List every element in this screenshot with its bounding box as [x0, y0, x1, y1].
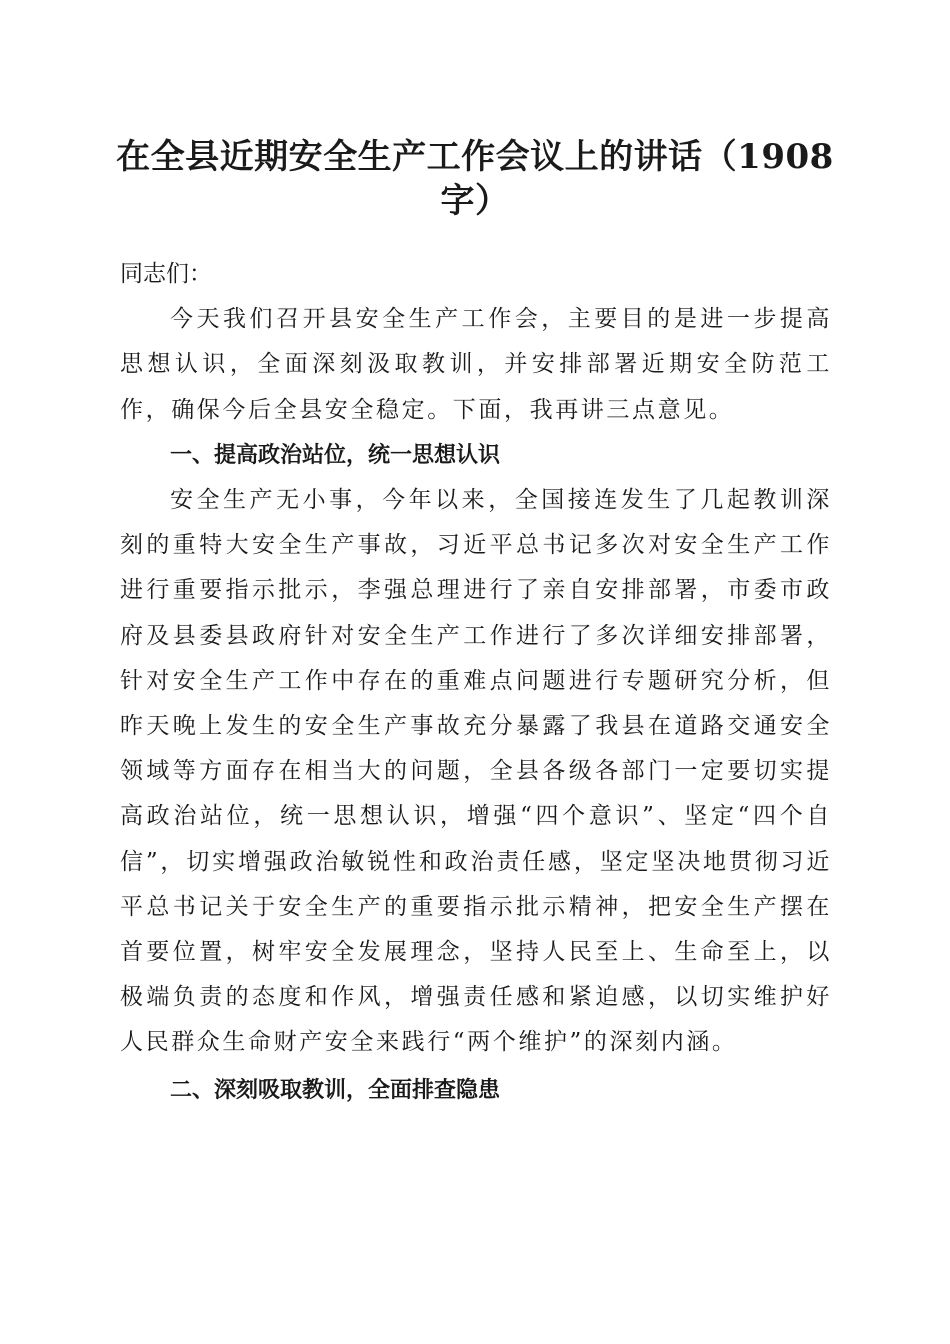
document-body — [120, 252, 832, 1113]
intro-paragraph: 今天我们召开县安全生产工作会，主要目的是进一步提高思想认识，全面深刻汲取教训，并安排部署近期安全防范工作，确保今后全县安全稳定。下面，我再讲三点意见。 — [120, 306, 832, 423]
salutation: 同志们： — [120, 261, 212, 287]
section-heading-2: 二、深刻吸取教训，全面排查隐患 — [170, 1077, 501, 1103]
section-heading-1: 一、提高政治站位，统一思想认识 — [170, 442, 501, 468]
section-1-paragraph: 安全生产无小事，今年以来，全国接连发生了几起教训深刻的重特大安全生产事故，习近平总书记多次对安全生产工作进行重要指示批示，李强总理进行了亲自安排部署，市委市政府及县委县政府针对安全生产工作进行了多次详细安排部署，针对安全生产工作中存在的重难点问题进行专题研究分析，但昨天晚上发生的安全生产事故充分暴露了我县在道路交通安全领域等方面存在相当大的问题，全县各级各部门一定要切实提高政治站位，统一思想认识，增强“四个意识”、坚定“四个自信”，切实增强政治敏锐性和政治责任感，坚定坚决地贯彻习近平总书记关于安全生产的重要指示批示精神，把安全生产摆在首要位置，树牢安全发展理念，坚持人民至上、生命至上，以极端负责的态度和作风，增强责任感和紧迫感，以切实维护好人民群众生命财产安全来践行“两个维护”的深刻内涵。 — [120, 487, 832, 1056]
document-title: 在全县近期安全生产工作会议上的讲话（1908字） — [116, 137, 834, 221]
